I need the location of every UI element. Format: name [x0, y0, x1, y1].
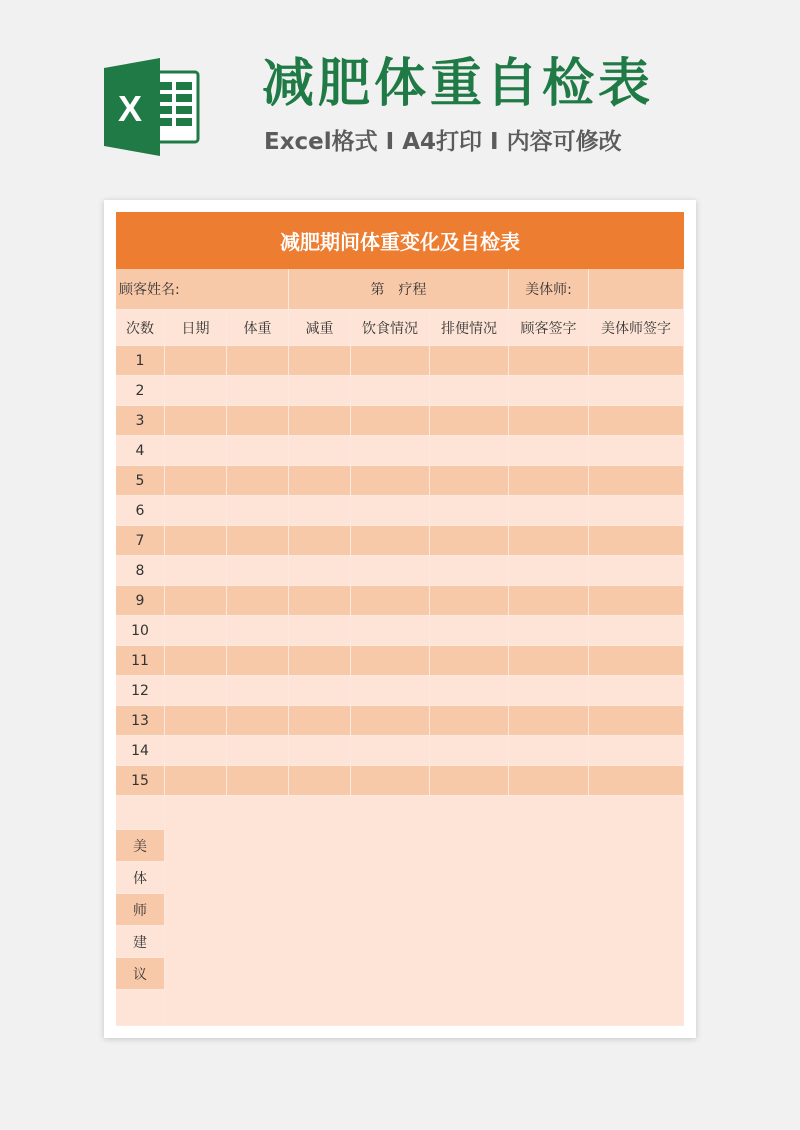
- table-cell: [227, 676, 289, 706]
- table-cell: [509, 346, 589, 376]
- table-cell: [509, 676, 589, 706]
- paper-preview: [104, 200, 696, 1038]
- table-cell: [589, 706, 684, 736]
- table-cell: [351, 496, 430, 526]
- table-cell: [227, 586, 289, 616]
- row-number: 2: [116, 376, 165, 406]
- table-cell: [430, 466, 509, 496]
- table-cell: [589, 406, 684, 436]
- table-cell: [589, 646, 684, 676]
- table-cell: [509, 586, 589, 616]
- table-cell: [289, 376, 351, 406]
- row-number: 8: [116, 556, 165, 586]
- row-number: 3: [116, 406, 165, 436]
- table-cell: [165, 466, 227, 496]
- row-number: 12: [116, 676, 165, 706]
- table-cell: [430, 646, 509, 676]
- logo-letter: X: [117, 88, 143, 129]
- table-cell: [509, 766, 589, 796]
- table-cell: [509, 406, 589, 436]
- table-cell: [165, 376, 227, 406]
- table-cell: [351, 676, 430, 706]
- table-cell: [589, 556, 684, 586]
- row-number: 6: [116, 496, 165, 526]
- table-cell: [165, 646, 227, 676]
- table-cell: [509, 616, 589, 646]
- table-cell: [589, 346, 684, 376]
- table-cell: [165, 526, 227, 556]
- table-cell: [351, 706, 430, 736]
- table-cell: [509, 526, 589, 556]
- table-cell: [227, 376, 289, 406]
- table-cell: [589, 376, 684, 406]
- row-number: 14: [116, 736, 165, 766]
- table-cell: [165, 616, 227, 646]
- advice-label-cell: [116, 990, 165, 1026]
- table-cell: [430, 616, 509, 646]
- table-cell: [430, 736, 509, 766]
- column-header: 顾客签字: [509, 310, 589, 346]
- table-cell: [289, 676, 351, 706]
- table-cell: [289, 496, 351, 526]
- table-cell: [165, 736, 227, 766]
- table-cell: [589, 466, 684, 496]
- table-cell: [289, 616, 351, 646]
- table-cell: [430, 676, 509, 706]
- table-cell: [351, 466, 430, 496]
- table-cell: [289, 646, 351, 676]
- table-cell: [589, 766, 684, 796]
- course-label: 第 疗程: [289, 269, 509, 310]
- table-cell: [430, 406, 509, 436]
- table-cell: [227, 436, 289, 466]
- table-cell: [351, 586, 430, 616]
- row-number: 9: [116, 586, 165, 616]
- table-cell: [289, 586, 351, 616]
- table-cell: [351, 406, 430, 436]
- table-cell: [289, 766, 351, 796]
- table-cell: [430, 556, 509, 586]
- table-cell: [351, 376, 430, 406]
- table-cell: [165, 346, 227, 376]
- table-cell: [165, 496, 227, 526]
- advice-label-char: 议: [116, 958, 165, 990]
- table-cell: [430, 766, 509, 796]
- advice-label-char: 建: [116, 926, 165, 958]
- table-cell: [351, 616, 430, 646]
- table-cell: [430, 346, 509, 376]
- table-cell: [430, 436, 509, 466]
- weight-check-sheet: [116, 212, 684, 1026]
- advice-label-char: 美: [116, 830, 165, 862]
- sheet-title: 减肥期间体重变化及自检表: [116, 212, 684, 269]
- excel-logo: [104, 58, 202, 156]
- table-cell: [589, 586, 684, 616]
- page-subtitle: Excel格式 I A4打印 I 内容可修改: [264, 129, 622, 155]
- table-cell: [509, 376, 589, 406]
- row-number: 1: [116, 346, 165, 376]
- table-cell: [165, 766, 227, 796]
- advice-label-cell: [116, 796, 165, 830]
- table-cell: [509, 736, 589, 766]
- row-number: 11: [116, 646, 165, 676]
- table-cell: [227, 616, 289, 646]
- row-number: 15: [116, 766, 165, 796]
- table-cell: [227, 346, 289, 376]
- table-cell: [589, 436, 684, 466]
- table-cell: [351, 736, 430, 766]
- table-cell: [227, 526, 289, 556]
- table-cell: [509, 706, 589, 736]
- row-number: 4: [116, 436, 165, 466]
- beautician-label: 美体师:: [509, 269, 589, 310]
- table-cell: [351, 646, 430, 676]
- table-cell: [351, 556, 430, 586]
- row-number: 7: [116, 526, 165, 556]
- table-cell: [165, 556, 227, 586]
- table-cell: [227, 496, 289, 526]
- column-header: 饮食情况: [351, 310, 430, 346]
- table-cell: [227, 466, 289, 496]
- table-cell: [289, 736, 351, 766]
- table-cell: [430, 376, 509, 406]
- advice-label-char: 体: [116, 862, 165, 894]
- table-cell: [227, 556, 289, 586]
- row-number: 13: [116, 706, 165, 736]
- table-cell: [165, 436, 227, 466]
- table-cell: [227, 706, 289, 736]
- table-cell: [430, 706, 509, 736]
- column-header: 体重: [227, 310, 289, 346]
- column-header: 美体师签字: [589, 310, 684, 346]
- table-cell: [289, 526, 351, 556]
- table-cell: [351, 346, 430, 376]
- column-header: 次数: [116, 310, 165, 346]
- table-cell: [165, 586, 227, 616]
- page-title: 减肥体重自检表: [262, 54, 655, 114]
- row-number: 10: [116, 616, 165, 646]
- table-cell: [289, 466, 351, 496]
- table-cell: [165, 676, 227, 706]
- table-cell: [289, 556, 351, 586]
- table-cell: [430, 526, 509, 556]
- table-cell: [509, 436, 589, 466]
- table-cell: [351, 436, 430, 466]
- advice-area: [165, 796, 684, 1026]
- table-cell: [509, 466, 589, 496]
- table-cell: [509, 496, 589, 526]
- column-header: 日期: [165, 310, 227, 346]
- customer-name-label: 顾客姓名:: [116, 269, 289, 310]
- table-cell: [589, 496, 684, 526]
- table-cell: [351, 766, 430, 796]
- column-header: 减重: [289, 310, 351, 346]
- table-cell: [289, 346, 351, 376]
- table-cell: [165, 706, 227, 736]
- table-cell: [589, 676, 684, 706]
- table-cell: [589, 616, 684, 646]
- table-cell: [589, 736, 684, 766]
- table-cell: [289, 406, 351, 436]
- table-cell: [289, 436, 351, 466]
- table-cell: [509, 556, 589, 586]
- column-header: 排便情况: [430, 310, 509, 346]
- table-cell: [165, 406, 227, 436]
- excel-icon: [104, 58, 202, 156]
- table-cell: [227, 406, 289, 436]
- table-cell: [227, 646, 289, 676]
- table-cell: [430, 496, 509, 526]
- table-cell: [351, 526, 430, 556]
- table-cell: [227, 766, 289, 796]
- table-cell: [430, 586, 509, 616]
- table-cell: [509, 646, 589, 676]
- table-cell: [289, 706, 351, 736]
- beautician-name-cell: [589, 269, 684, 310]
- table-cell: [227, 736, 289, 766]
- advice-label-char: 师: [116, 894, 165, 926]
- table-cell: [589, 526, 684, 556]
- row-number: 5: [116, 466, 165, 496]
